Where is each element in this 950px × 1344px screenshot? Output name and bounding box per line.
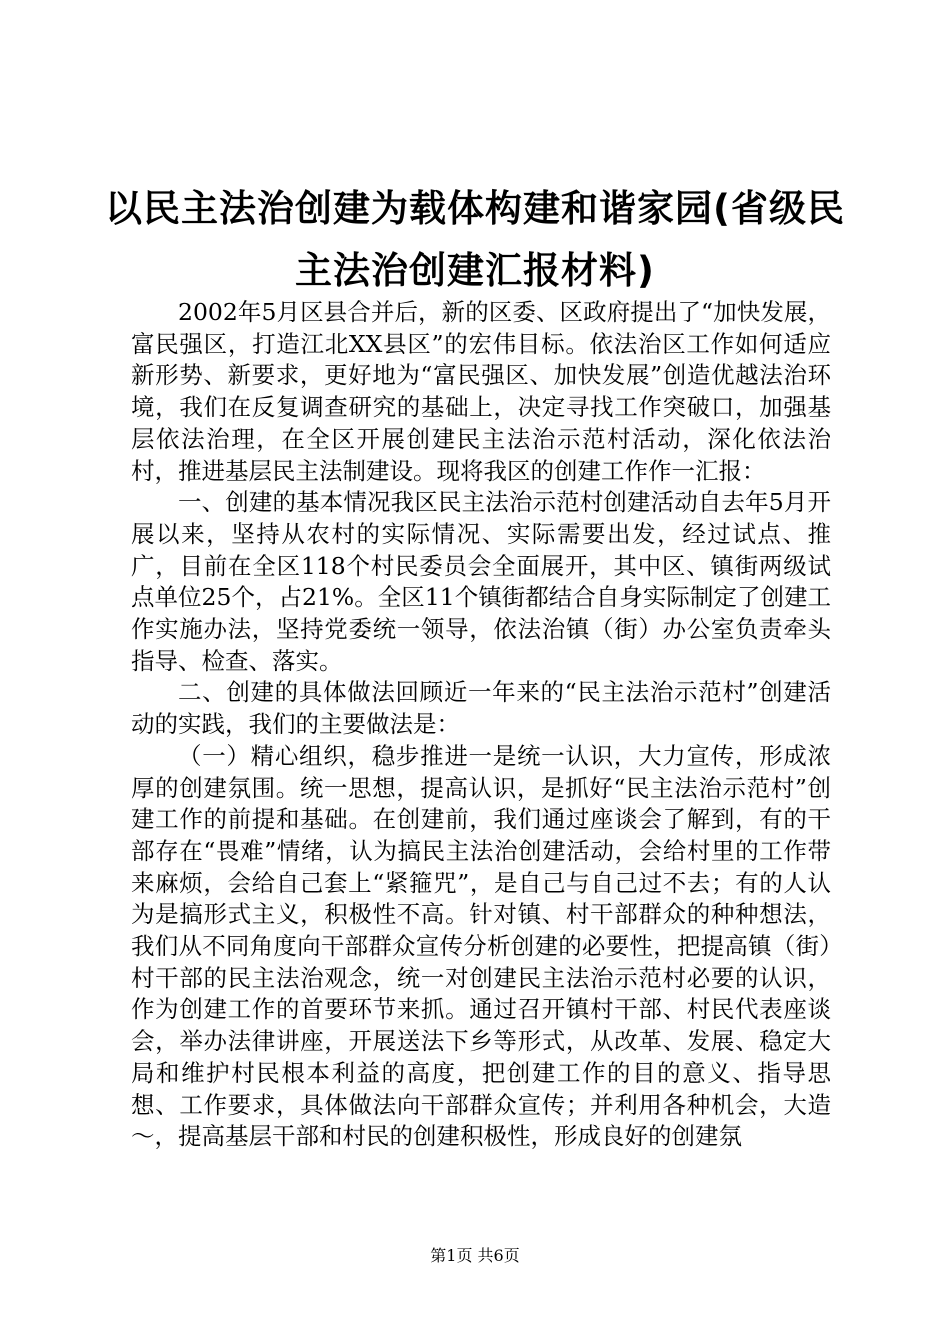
document-body [131,297,831,1153]
page-footer: 第1页 共6页 [430,1246,520,1265]
paragraph-basic-situation: 一、创建的基本情况我区民主法治示范村创建活动自去年5月开展以来，坚持从农村的实际情况、实际需要出发，经过试点、推广，目前在全区118个村民委员会全面展开，其中区、镇街两级试点单位25个，占21%。全区11个镇街都结合自身实际制定了创建工作实施办法，坚持党委统一领导，依法治镇（街）办公室负责牵头指导、检查、落实。 [131,488,831,675]
paragraph-practices-intro: 二、创建的具体做法回顾近一年来的“民主法治示范村”创建活动的实践，我们的主要做法是： [131,678,831,739]
document-title-line-1: 以民主法治创建为载体构建和谐家园(省级民 [105,187,845,230]
paragraph-intro: 2002年5月区县合并后，新的区委、区政府提出了“加快发展，富民强区，打造江北XX县区”的宏伟目标。依法治区工作如何适应新形势、新要求，更好地为“富民强区、加快发展”创造优越法治环境，我们在反复调查研究的基础上，决定寻找工作突破口，加强基层依法治理，在全区开展创建民主法治示范村活动，深化依法治村，推进基层民主法制建设。现将我区的创建工作作一汇报： [131,298,831,485]
paragraph-organization: （一）精心组织，稳步推进一是统一认识，大力宣传，形成浓厚的创建氛围。统一思想，提高认识，是抓好“民主法治示范村”创建工作的前提和基础。在创建前，我们通过座谈会了解到，有的干部存在“畏难”情绪，认为搞民主法治创建活动，会给村里的工作带来麻烦，会给自己套上“紧箍咒”，是自己与自己过不去；有的人认为是搞形式主义，积极性不高。针对镇、村干部群众的种种想法，我们从不同角度向干部群众宣传分析创建的必要性，把提高镇（街）村干部的民主法治观念，统一对创建民主法治示范村必要的认识，作为创建工作的首要环节来抓。通过召开镇村干部、村民代表座谈会，举办法律讲座，开展送法下乡等形式，从改革、发展、稳定大局和维护村民根本利益的高度，把创建工作的目的意义、指导思想、工作要求，具体做法向干部群众宣传；并利用各种机会，大造～，提高基层干部和村民的创建积极性，形成良好的创建氛 [131,741,831,1151]
document-title-line-2: 主法治创建汇报材料) [295,249,655,292]
